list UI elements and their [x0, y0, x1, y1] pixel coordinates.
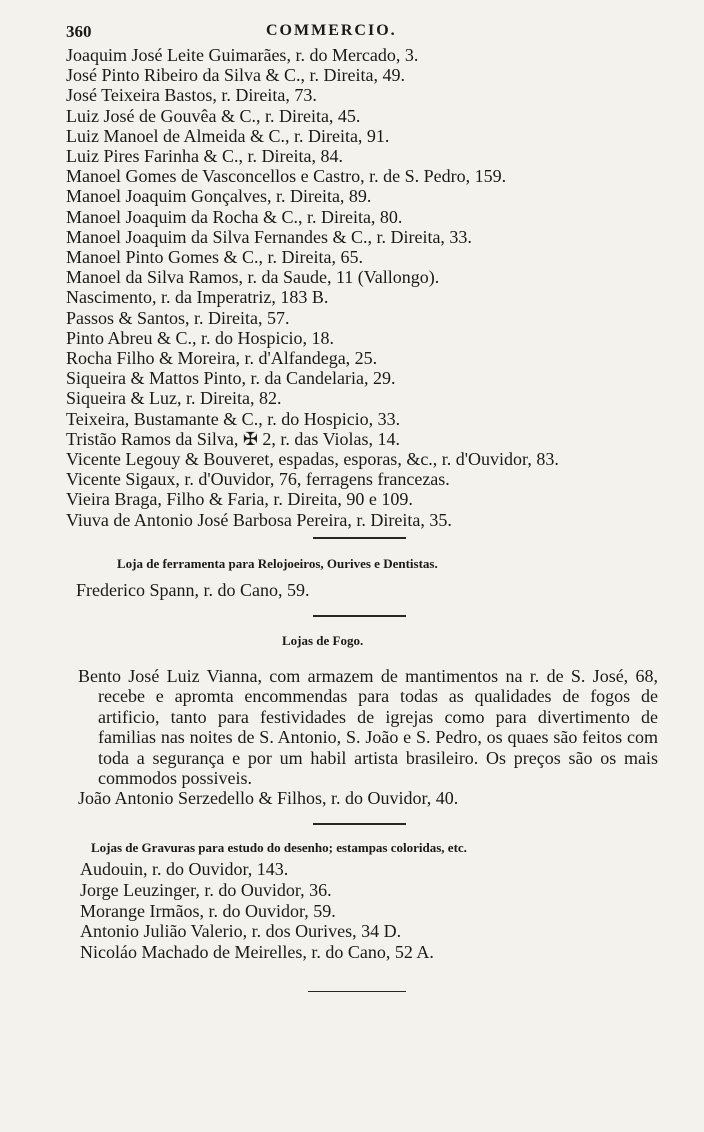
- section-title-ferramenta: Loja de ferramenta para Relojoeiros, Ourives e Dentistas.: [117, 556, 438, 571]
- section-title-gravuras: Lojas de Gravuras para estudo do desenho; estampas coloridas, etc.: [91, 840, 467, 855]
- list-item: Morange Irmãos, r. do Ouvidor, 59.: [80, 900, 336, 921]
- list-item: Manoel Pinto Gomes & C., r. Direita, 65.: [66, 247, 363, 268]
- list-item: Tristão Ramos da Silva, ✠ 2, r. das Violas, 14.: [66, 428, 401, 449]
- list-item: Manoel Joaquim da Rocha & C., r. Direita, 80.: [66, 206, 403, 227]
- list-item: José Teixeira Bastos, r. Direita, 73.: [66, 85, 317, 106]
- list-item: Vicente Legouy & Bouveret, espadas, esporas, &c., r. d'Ouvidor, 83.: [66, 449, 559, 470]
- list-item: Manoel Joaquim Gonçalves, r. Direita, 89.: [66, 186, 372, 207]
- running-head: COMMERCIO.: [266, 22, 397, 39]
- list-item: Siqueira & Luz, r. Direita, 82.: [66, 388, 282, 409]
- page-header: [66, 22, 626, 42]
- list-item: Luiz Manoel de Almeida & C., r. Direita, 91.: [66, 125, 390, 146]
- list-item: Pinto Abreu & C., r. do Hospicio, 18.: [66, 327, 335, 348]
- list-item: Luiz José de Gouvêa & C., r. Direita, 45.: [66, 105, 361, 126]
- list-item: Vieira Braga, Filho & Faria, r. Direita, 90 e 109.: [66, 489, 413, 510]
- list-item: Manoel Gomes de Vasconcellos e Castro, r. de S. Pedro, 159.: [66, 166, 507, 187]
- list-item: Vicente Sigaux, r. d'Ouvidor, 76, ferragens francezas.: [66, 469, 450, 490]
- list-item: José Pinto Ribeiro da Silva & C., r. Direita, 49.: [66, 65, 405, 86]
- list-item: Nascimento, r. da Imperatriz, 183 B.: [66, 287, 329, 308]
- list-item: Manoel Joaquim da Silva Fernandes & C., r. Direita, 33.: [66, 226, 472, 247]
- section-divider: [313, 537, 406, 539]
- list-item: João Antonio Serzedello & Filhos, r. do Ouvidor, 40.: [78, 788, 459, 808]
- list-item: Viuva de Antonio José Barbosa Pereira, r. Direita, 35.: [66, 509, 452, 530]
- list-item: Frederico Spann, r. do Cano, 59.: [76, 580, 310, 600]
- list-item: Passos & Santos, r. Direita, 57.: [66, 307, 290, 328]
- list-item: Nicoláo Machado de Meirelles, r. do Cano, 52 A.: [80, 942, 434, 963]
- section-title-fogo: Lojas de Fogo.: [282, 633, 364, 648]
- engravings-list: [80, 859, 680, 963]
- list-item: Manoel da Silva Ramos, r. da Saude, 11 (Vallongo).: [66, 267, 440, 288]
- merchant-list: [66, 45, 666, 530]
- section-divider: [313, 823, 406, 825]
- section-divider: [313, 615, 406, 617]
- list-item: Siqueira & Mattos Pinto, r. da Candelaria, 29.: [66, 368, 396, 389]
- page-number: 360: [66, 22, 92, 41]
- list-item: Rocha Filho & Moreira, r. d'Alfandega, 25.: [66, 348, 378, 369]
- paragraph-entry: Bento José Luiz Vianna, com armazem de mantimentos na r. de S. José, 68, recebe e apromta encommendas para todas as qualidades de fogos de artificio, tanto para festividades de igrejas como para divertimento de familias nas noites de S. Antonio, S. João e S. Pedro, os quaes são feitos com toda a segurança e por um habil artista brasileiro. Os preços são os mais commodos possiveis.: [78, 666, 658, 789]
- list-item: Teixeira, Bustamante & C., r. do Hospicio, 33.: [66, 408, 401, 429]
- list-item: Audouin, r. do Ouvidor, 143.: [80, 859, 289, 879]
- list-item: Joaquim José Leite Guimarães, r. do Mercado, 3.: [66, 45, 419, 65]
- section-divider: [308, 991, 406, 992]
- list-item: Antonio Julião Valerio, r. dos Ourives, 34 D.: [80, 921, 402, 942]
- list-item: Jorge Leuzinger, r. do Ouvidor, 36.: [80, 879, 332, 900]
- list-item: Luiz Pires Farinha & C., r. Direita, 84.: [66, 146, 343, 167]
